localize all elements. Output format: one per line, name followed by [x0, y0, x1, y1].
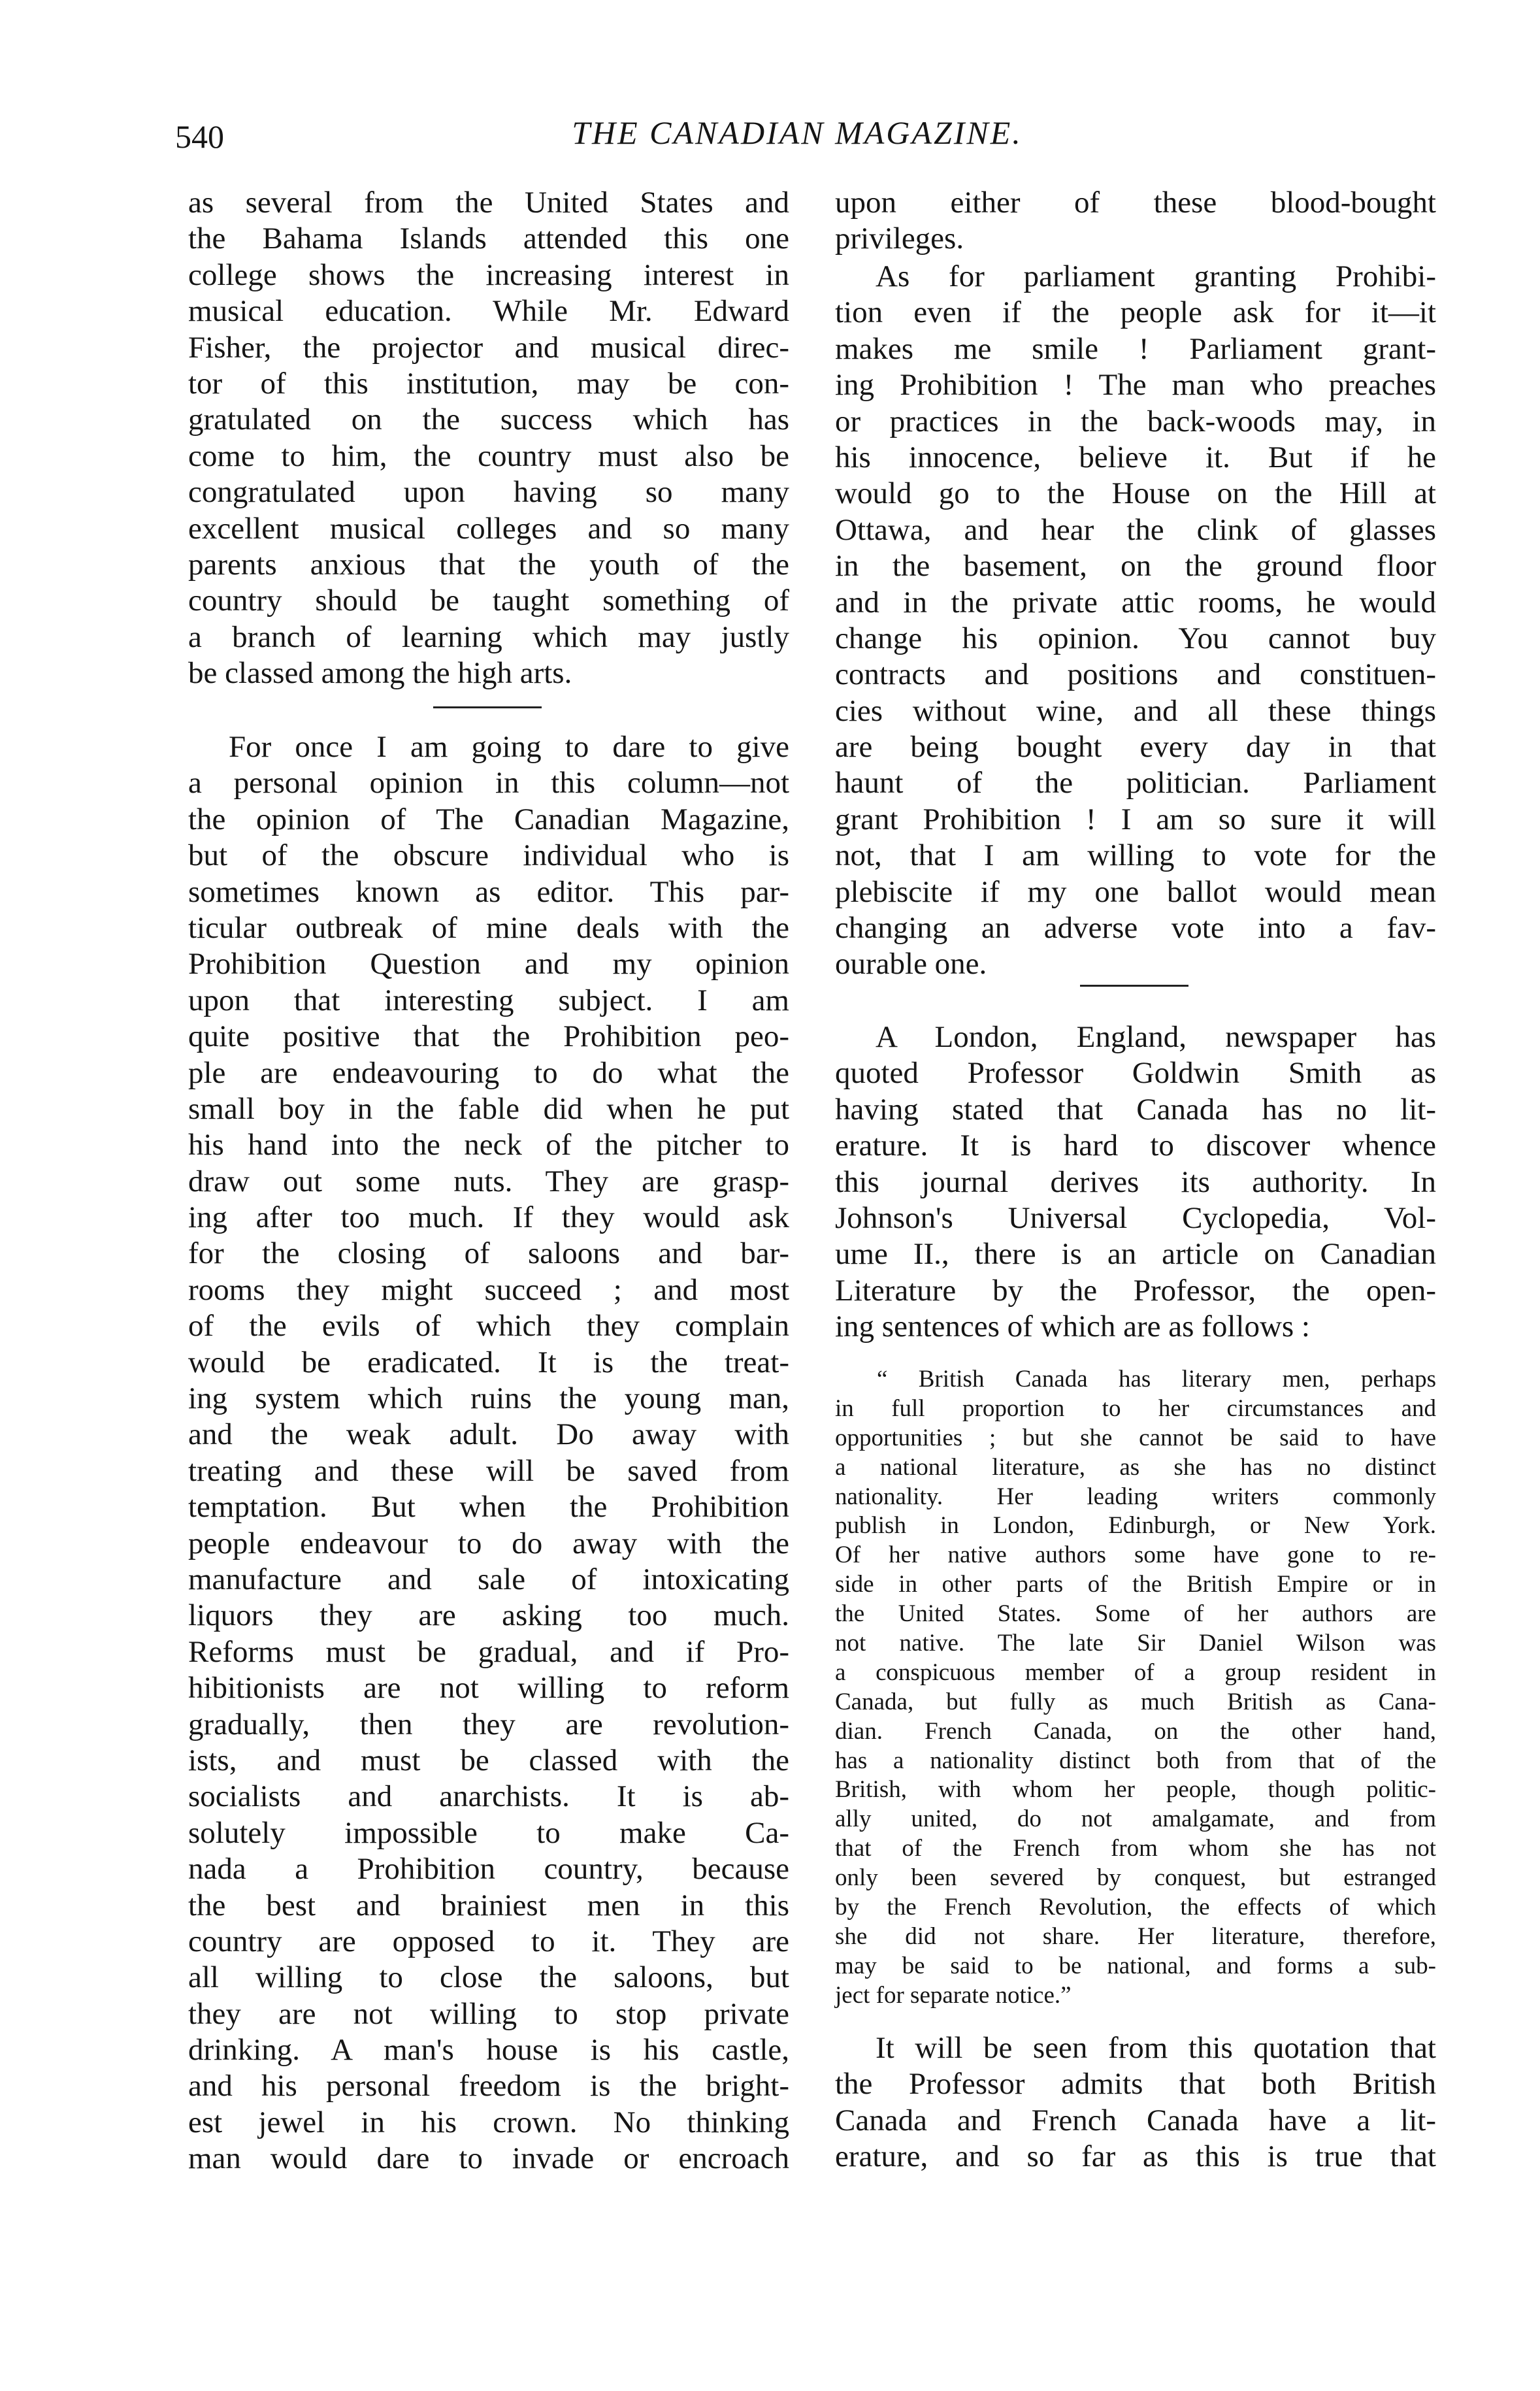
text-line: ists, and must be classed with the: [188, 1743, 789, 1777]
text-line: not native. The late Sir Daniel Wilson was: [835, 1630, 1436, 1657]
text-line: country should be taught something of: [188, 584, 789, 618]
text-line: the Professor admits that both British: [835, 2067, 1436, 2102]
text-line: the Bahama Islands attended this one: [188, 222, 789, 256]
text-line: come to him, the country must also be: [188, 438, 789, 473]
text-line: “ British Canada has literary men, perhaps: [877, 1366, 1436, 1393]
text-line: ing sentences of which are as follows :: [835, 1310, 1310, 1344]
text-line: or practices in the back-woods may, in: [835, 404, 1436, 438]
text-line: tion even if the people ask for it—it: [835, 295, 1436, 330]
text-line: a branch of learning which may justly: [188, 619, 789, 654]
text-line: the best and brainiest men in this: [188, 1888, 789, 1922]
text-line: be classed among the high arts.: [188, 656, 572, 691]
text-line: Literature by the Professor, the open-: [835, 1273, 1436, 1308]
text-line: of the evils of which they complain: [188, 1309, 789, 1344]
text-line: upon either of these blood-bought: [835, 186, 1436, 220]
text-line: people endeavour to do away with the: [188, 1526, 789, 1560]
text-line: a personal opinion in this column—not: [188, 766, 789, 800]
text-line: as several from the United States and: [188, 186, 789, 220]
text-line: British, with whom her people, though politic-: [835, 1776, 1436, 1804]
text-line: ticular outbreak of mine deals with the: [188, 910, 789, 945]
paragraph: [835, 1019, 1436, 1345]
text-line: hibitionists are not willing to reform: [188, 1671, 789, 1706]
text-line: Of her native authors some have gone to re-: [835, 1542, 1436, 1569]
text-line: erature, and so far as this is true that: [835, 2139, 1436, 2174]
text-line: For once I am going to dare to give: [229, 730, 789, 764]
text-line: ally united, do not amalgamate, and from: [835, 1806, 1436, 1833]
text-line: but of the obscure individual who is: [188, 838, 789, 873]
text-line: gratulated on the success which has: [188, 403, 789, 437]
text-line: small boy in the fable did when he put: [188, 1091, 789, 1126]
text-line: would go to the House on the Hill at: [835, 476, 1436, 511]
text-line: drinking. A man's house is his castle,: [188, 2033, 789, 2068]
section-divider: [433, 706, 542, 708]
paragraph: [188, 185, 789, 691]
text-line: quite positive that the Prohibition peo-: [188, 1019, 789, 1054]
text-line: change his opinion. You cannot buy: [835, 621, 1436, 655]
text-line: a conspicuous member of a group resident in: [835, 1658, 1436, 1686]
paragraph: [835, 2030, 1436, 2175]
text-line: and in the private attic rooms, he would: [835, 585, 1436, 619]
text-line: nationality. Her leading writers commonly: [835, 1483, 1436, 1510]
text-line: country are opposed to it. They are: [188, 1924, 789, 1958]
text-line: this journal derives its authority. In: [835, 1164, 1436, 1199]
text-line: grant Prohibition ! I am so sure it will: [835, 802, 1436, 836]
paragraph: [188, 729, 789, 2177]
text-line: Canada, but fully as much British as Cana-: [835, 1688, 1436, 1715]
text-line: in full proportion to her circumstances and: [835, 1394, 1436, 1422]
text-line: contracts and positions and constituen-: [835, 657, 1436, 692]
page-number: 540: [175, 118, 224, 155]
text-line: upon that interesting subject. I am: [188, 983, 789, 1017]
text-line: rooms they might succeed ; and most: [188, 1272, 789, 1307]
text-line: having stated that Canada has no lit-: [835, 1092, 1436, 1127]
text-line: opportunities ; but she cannot be said to have: [835, 1424, 1436, 1451]
text-line: nada a Prohibition country, because: [188, 1852, 789, 1887]
text-line: sometimes known as editor. This par-: [188, 874, 789, 909]
text-line: they are not willing to stop private: [188, 1996, 789, 2031]
text-line: only been severed by conquest, but estranged: [835, 1864, 1436, 1892]
paragraph: [835, 259, 1436, 983]
text-line: cies without wine, and all these things: [835, 693, 1436, 728]
text-line: Fisher, the projector and musical direc-: [188, 330, 789, 365]
text-line: for the closing of saloons and bar-: [188, 1236, 789, 1271]
text-line: Ottawa, and hear the clink of glasses: [835, 512, 1436, 547]
text-line: tor of this institution, may be con-: [188, 366, 789, 401]
text-line: ject for separate notice.”: [835, 1981, 1072, 2009]
text-line: ing Prohibition ! The man who preaches: [835, 368, 1436, 403]
text-line: Johnson's Universal Cyclopedia, Vol-: [835, 1200, 1436, 1235]
text-line: parents anxious that the youth of the: [188, 547, 789, 582]
text-line: Prohibition Question and my opinion: [188, 947, 789, 981]
text-line: congratulated upon having so many: [188, 475, 789, 510]
text-line: musical education. While Mr. Edward: [188, 294, 789, 329]
text-line: she did not share. Her literature, therefore,: [835, 1922, 1436, 1950]
text-line: changing an adverse vote into a fav-: [835, 911, 1436, 946]
text-line: and his personal freedom is the bright-: [188, 2069, 789, 2103]
text-line: privileges.: [835, 222, 964, 256]
text-line: ple are endeavouring to do what the: [188, 1055, 789, 1090]
text-line: are being bought every day in that: [835, 730, 1436, 765]
text-line: quoted Professor Goldwin Smith as: [835, 1056, 1436, 1091]
text-line: excellent musical colleges and so many: [188, 511, 789, 546]
text-line: As for parliament granting Prohibi-: [876, 259, 1436, 293]
text-line: man would dare to invade or encroach: [188, 2141, 789, 2176]
text-line: the opinion of The Canadian Magazine,: [188, 802, 789, 836]
text-line: a national literature, as she has no distinct: [835, 1453, 1436, 1481]
text-line: liquors they are asking too much.: [188, 1598, 789, 1633]
text-line: erature. It is hard to discover whence: [835, 1129, 1436, 1163]
text-line: not, that I am willing to vote for the: [835, 838, 1436, 873]
text-line: and the weak adult. Do away with: [188, 1417, 789, 1452]
block-quote: [835, 1365, 1436, 2011]
text-line: est jewel in his crown. No thinking: [188, 2105, 789, 2139]
text-line: Canada and French Canada have a lit-: [835, 2103, 1436, 2137]
text-line: dian. French Canada, on the other hand,: [835, 1717, 1436, 1745]
text-line: A London, England, newspaper has: [876, 1020, 1436, 1054]
text-line: temptation. But when the Prohibition: [188, 1490, 789, 1525]
text-line: plebiscite if my one ballot would mean: [835, 874, 1436, 909]
text-line: ume II., there is an article on Canadian: [835, 1237, 1436, 1272]
text-line: side in other parts of the British Empire or in: [835, 1571, 1436, 1598]
text-line: his innocence, believe it. But if he: [835, 440, 1436, 474]
text-line: may be said to be national, and forms a sub-: [835, 1952, 1436, 1979]
text-line: Reforms must be gradual, and if Pro-: [188, 1634, 789, 1669]
text-line: makes me smile ! Parliament grant-: [835, 331, 1436, 366]
text-line: would be eradicated. It is the treat-: [188, 1345, 789, 1379]
running-title: THE CANADIAN MAGAZINE.: [572, 114, 1023, 151]
text-line: ing system which ruins the young man,: [188, 1381, 789, 1416]
text-line: ing after too much. If they would ask: [188, 1200, 789, 1235]
text-line: socialists and anarchists. It is ab-: [188, 1779, 789, 1814]
text-line: that of the French from whom she has not: [835, 1835, 1436, 1862]
section-divider: [1080, 985, 1188, 987]
text-line: solutely impossible to make Ca-: [188, 1815, 789, 1850]
text-line: in the basement, on the ground floor: [835, 549, 1436, 584]
text-line: by the French Revolution, the effects of which: [835, 1894, 1436, 1921]
text-line: haunt of the politician. Parliament: [835, 766, 1436, 800]
text-line: manufacture and sale of intoxicating: [188, 1562, 789, 1596]
text-line: has a nationality distinct both from that of the: [835, 1747, 1436, 1774]
text-line: ourable one.: [835, 947, 987, 981]
text-line: college shows the increasing interest in: [188, 257, 789, 292]
text-line: treating and these will be saved from: [188, 1453, 789, 1488]
text-line: publish in London, Edinburgh, or New York.: [835, 1512, 1436, 1540]
paragraph: [835, 185, 1436, 257]
text-line: gradually, then they are revolution-: [188, 1707, 789, 1741]
text-line: It will be seen from this quotation that: [876, 2031, 1436, 2065]
text-line: his hand into the neck of the pitcher to: [188, 1128, 789, 1163]
text-line: the United States. Some of her authors are: [835, 1600, 1436, 1628]
text-line: draw out some nuts. They are grasp-: [188, 1164, 789, 1198]
text-line: all willing to close the saloons, but: [188, 1960, 789, 1995]
